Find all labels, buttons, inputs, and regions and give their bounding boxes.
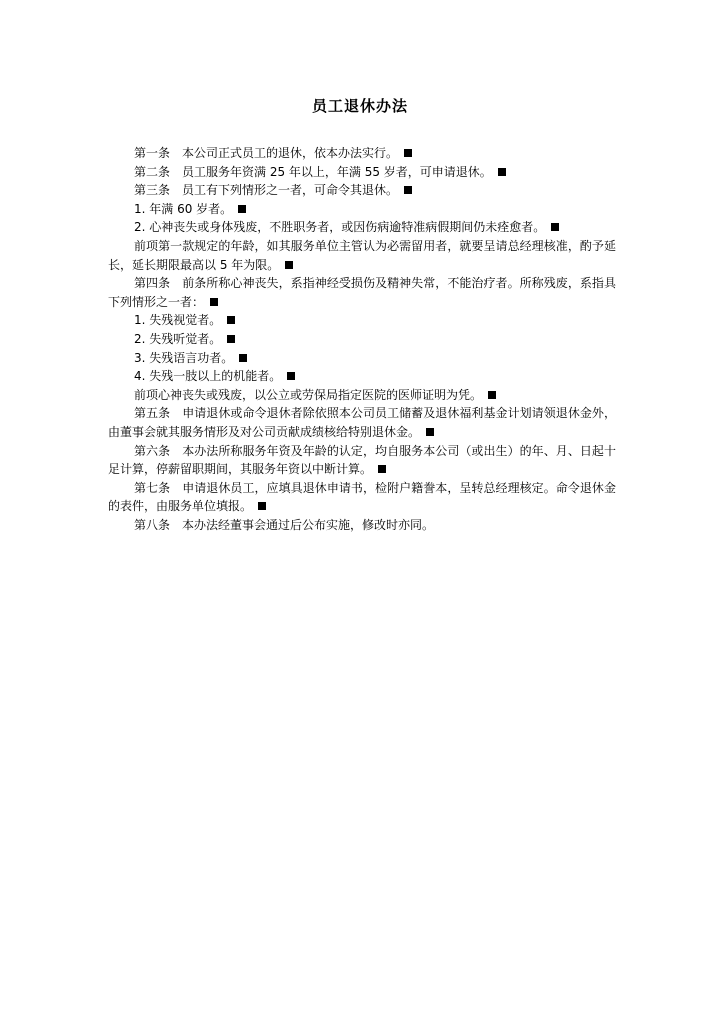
paragraph-item bbox=[108, 349, 616, 368]
paragraph-article-5 bbox=[108, 404, 616, 441]
paragraph-text: 1. 年满 60 岁者。 bbox=[134, 201, 233, 216]
end-mark-icon bbox=[488, 391, 496, 399]
paragraph-text: 第三条 员工有下列情形之一者，可命令其退休。 bbox=[134, 183, 399, 198]
paragraph-article-4 bbox=[108, 274, 616, 311]
paragraph-article-2 bbox=[108, 163, 616, 182]
end-mark-icon bbox=[378, 465, 386, 473]
end-mark-icon bbox=[551, 223, 559, 231]
end-mark-icon bbox=[404, 149, 412, 157]
paragraph-text: 第五条 申请退休或命令退休者除依照本公司员工储蓄及退休福利基金计划请领退休金外，由董事会就其服务情形及对公司贡献成绩核给特别退休金。 bbox=[108, 406, 616, 439]
end-mark-icon bbox=[404, 186, 412, 194]
paragraph-article-7 bbox=[108, 479, 616, 516]
end-mark-icon bbox=[285, 261, 293, 269]
paragraph-text: 前项第一款规定的年龄，如其服务单位主管认为必需留用者，就要呈请总经理核准，酌予延长，延长期限最高以 5 年为限。 bbox=[108, 238, 616, 272]
paragraph-item bbox=[108, 367, 616, 386]
paragraph-text: 第一条 本公司正式员工的退休，依本办法实行。 bbox=[134, 146, 399, 160]
end-mark-icon bbox=[239, 354, 247, 362]
document-title: 员工退休办法 bbox=[311, 97, 408, 115]
paragraph-article-1 bbox=[108, 144, 616, 163]
paragraph-text: 第四条 前条所称心神丧失，系指神经受损伤及精神失常，不能治疗者。所称残废，系指具下列情形之一者： bbox=[108, 276, 616, 309]
paragraph-text: 第六条 本办法所称服务年资及年龄的认定，均自服务本公司（或出生）的年、月、日起十足计算，停薪留职期间，其服务年资以中断计算。 bbox=[108, 443, 616, 477]
end-mark-icon bbox=[210, 298, 218, 306]
end-mark-icon bbox=[258, 502, 266, 510]
paragraph-text: 第七条 申请退休员工，应填具退休申请书，检附户籍誊本，呈转总经理核定。命令退休金的表件，由服务单位填报。 bbox=[108, 480, 616, 514]
paragraph-text: 第八条 本办法经董事会通过后公布实施，修改时亦同。 bbox=[134, 517, 435, 532]
document-body bbox=[108, 144, 616, 534]
paragraph-text: 前项心神丧失或残废，以公立或劳保局指定医院的医师证明为凭。 bbox=[134, 387, 483, 402]
paragraph-text: 4. 失残一肢以上的机能者。 bbox=[134, 369, 282, 384]
end-mark-icon bbox=[238, 205, 246, 213]
paragraph-article-6 bbox=[108, 442, 616, 479]
paragraph-text: 2. 失残听觉者。 bbox=[134, 331, 222, 346]
paragraph-text: 3. 失残语言功者。 bbox=[134, 350, 234, 365]
paragraph-note bbox=[108, 386, 616, 405]
paragraph-item bbox=[108, 311, 616, 330]
end-mark-icon bbox=[227, 316, 235, 324]
end-mark-icon bbox=[426, 428, 434, 436]
paragraph-item bbox=[108, 330, 616, 349]
paragraph-article-8 bbox=[108, 516, 616, 535]
paragraph-text: 第二条 员工服务年资满 25 年以上，年满 55 岁者，可申请退休。 bbox=[134, 164, 492, 179]
end-mark-icon bbox=[227, 335, 235, 343]
end-mark-icon bbox=[287, 372, 295, 380]
paragraph-item bbox=[108, 200, 616, 219]
paragraph-note bbox=[108, 237, 616, 274]
paragraph-item bbox=[108, 218, 616, 237]
end-mark-icon bbox=[498, 168, 506, 176]
paragraph-text: 1. 失残视觉者。 bbox=[134, 313, 222, 328]
paragraph-article-3 bbox=[108, 181, 616, 200]
paragraph-text: 2. 心神丧失或身体残废，不胜职务者，或因伤病逾特准病假期间仍未痊愈者。 bbox=[134, 220, 546, 235]
